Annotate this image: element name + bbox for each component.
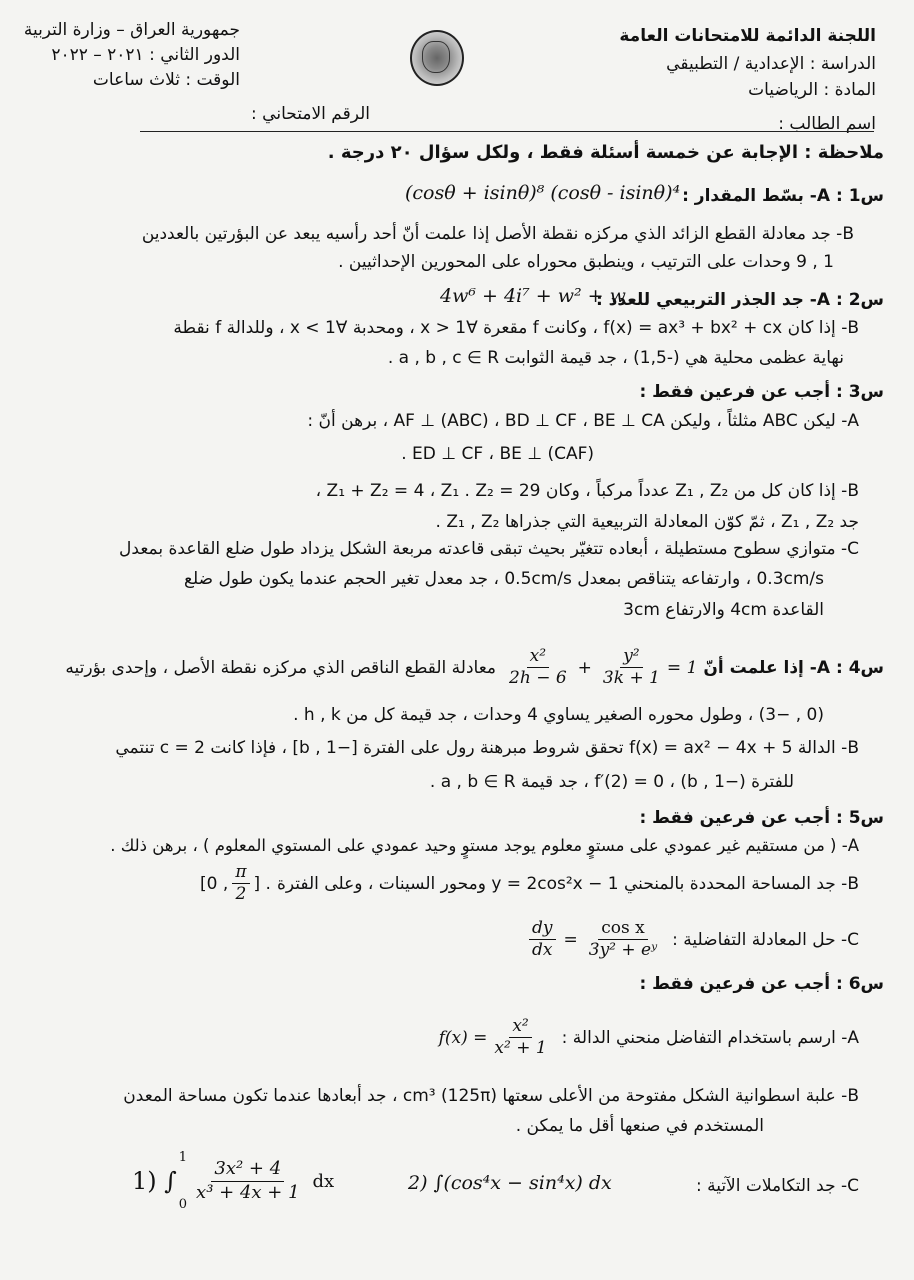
- q5-heading: س5 : أجب عن فرعين فقط :: [639, 808, 884, 828]
- q4-a-fraction-y: [600, 646, 663, 690]
- q6-b-line2: المستخدم في صنعها أقل ما يمكن .: [515, 1116, 764, 1136]
- q5-c-line: [525, 918, 859, 962]
- q3-b-line1: B- إذا كان كل من Z₁ , Z₂ عدداً مركباً ، وكان Z₁ + Z₂ = 4 ، Z₁ . Z₂ = 29 ،: [315, 481, 859, 501]
- q5-c-equation: $\frac{dy}{dx}$ = $\frac{\text{cos x}}{\text{3y² + eʸ}}$: [525, 918, 664, 962]
- q3-heading: س3 : أجب عن فرعين فقط :: [639, 382, 884, 402]
- q4-a-frac1-den: 2h − 6: [509, 668, 567, 689]
- q2-a-expression: 4w⁶ + 4i⁷ + w² + w: [440, 285, 626, 307]
- q5-c-dy: dy: [529, 918, 556, 940]
- q5-b-interval: [200, 862, 271, 906]
- q5-c-rhs-num: cos x: [598, 918, 647, 940]
- q5-b-two: 2: [235, 884, 247, 905]
- q5-c-dx: dx: [532, 940, 553, 961]
- q5-b-text: B- جد المساحة المحددة بالمنحني y = 2cos²x − 1 ومحور السينات ، وعلى الفترة: [276, 873, 859, 894]
- study-branch: الدراسة : الإعدادية / التطبيقي: [666, 54, 876, 74]
- q6-c1-upper: 1: [178, 1150, 188, 1165]
- q4-a-frac2-num: y²: [620, 646, 642, 668]
- committee-title: اللجنة الدائمة للامتحانات العامة: [619, 26, 876, 46]
- q5-c-label: C- حل المعادلة التفاضلية :: [672, 929, 859, 950]
- q6-c1-lower: 0: [178, 1197, 188, 1212]
- q5-b-pi-over-two: [232, 862, 249, 906]
- q3-c-line3: القاعدة 4cm والارتفاع 3cm: [623, 600, 824, 620]
- q4-a-line2: (0 , −3) ، وطول محوره الصغير يساوي 4 وحدات ، جد قيمة كل من h , k .: [293, 705, 824, 725]
- q4-a-fraction-x: [506, 646, 570, 690]
- ministry-seal-icon: [410, 30, 464, 86]
- q6-a-line: [439, 1016, 859, 1060]
- q2-b-line1: B- إذا كان f(x) = ax³ + bx² + cx ، وكانت f مقعرة ∀x > 1 ، ومحدبة ∀x < 1 ، وللدالة f نقطة: [173, 318, 859, 338]
- exam-number-label: الرقم الامتحاني :: [251, 104, 370, 124]
- q3-a-line1: A- ليكن ABC مثلثاً ، وليكن AF ⊥ (ABC) ، BD ⊥ CF ، BE ⊥ CA ، برهن أنّ :: [307, 411, 859, 431]
- q3-b-line2: جد Z₁ , Z₂ ، ثمّ كوّن المعادلة التربيعية التي جذراها Z₁ , Z₂ .: [435, 512, 859, 532]
- q1-a-label: س1 : A- بسّط المقدار :: [682, 186, 884, 206]
- q1-b-line2: 1 , 9 وحدات على الترتيب ، وينطبق محوراه على المحورين الإحداثيين .: [338, 252, 834, 272]
- q6-c-integral-1: [132, 1150, 334, 1212]
- q6-a-label: A- ارسم باستخدام التفاضل منحني الدالة :: [561, 1027, 859, 1048]
- q5-c-rhs-den: 3y² + eʸ: [588, 940, 658, 961]
- header-divider: [140, 131, 874, 132]
- q4-a-label-post: معادلة القطع الناقص الذي مركزه نقطة الأصل ، وإحدى بؤرتيه: [65, 657, 497, 678]
- q5-b-pi: π: [232, 862, 249, 884]
- q1-a-expression: (cosθ + isinθ)⁸ (cosθ - isinθ)⁴: [405, 182, 681, 204]
- q4-a-frac1-num: x²: [527, 646, 549, 668]
- q6-c1-dx: dx: [312, 1170, 335, 1192]
- q5-b-interval-left: [0 ,: [200, 873, 229, 894]
- q4-a-equation: $\frac{\text{x²}}{2h - 6}$ + $\frac{\text{y²}}{3k + 1}$ = 1: [502, 646, 697, 690]
- q6-c1-num: 3x² + 4: [211, 1158, 284, 1182]
- q5-b-interval-right: ] .: [253, 873, 271, 894]
- exam-time: الوقت : ثلاث ساعات: [92, 70, 240, 90]
- q6-a-fx: f(x) =: [438, 1027, 488, 1048]
- q5-c-rhs: [586, 918, 660, 962]
- q6-heading: س6 : أجب عن فرعين فقط :: [639, 974, 884, 994]
- q6-c1-den: x³ + 4x + 1: [196, 1181, 300, 1203]
- q1-b-line1: B- جد معادلة القطع الزائد الذي مركزه نقطة الأصل إذا علمت أنّ أحد رأسيه يبعد عن البؤرتين بالعددين: [141, 224, 854, 244]
- exam-note: ملاحظة : الإجابة عن خمسة أسئلة فقط ، ولكل سؤال ٢٠ درجة .: [327, 142, 884, 163]
- q2-b-line2: نهاية عظمى محلية هي (-1,5) ، جد قيمة الثوابت a , b , c ∈ R .: [387, 348, 844, 368]
- q6-a-den: x² + 1: [494, 1038, 547, 1059]
- q4-a-eq: = 1: [666, 657, 698, 678]
- q6-c-label: C- جد التكاملات الآتية :: [695, 1176, 859, 1196]
- q5-b-line: [200, 862, 859, 906]
- q4-a-frac2-den: 3k + 1: [602, 668, 660, 689]
- subject: المادة : الرياضيات: [748, 80, 876, 100]
- q4-a-label-pre: س4 : A- إذا علمت أنّ: [703, 657, 884, 678]
- q3-a-line2: ED ⊥ CF ، BE ⊥ (CAF) .: [401, 444, 594, 464]
- q4-a-line1: [65, 646, 884, 690]
- q3-c-line1: C- متوازي سطوح مستطيلة ، أبعاده تتغيّر بحيث تبقى قاعدته مربعة الشكل يزداد طول ضلع القاعدة بمعدل: [119, 539, 859, 559]
- republic-ministry: جمهورية العراق – وزارة التربية: [23, 20, 240, 40]
- q4-b-line1: B- الدالة f(x) = ax² − 4x + 5 تحقق شروط مبرهنة رول على الفترة [−1 , b] ، فإذا كانت c = 2 تنتمي: [115, 738, 859, 758]
- q6-b-line1: B- علبة اسطوانية الشكل مفتوحة من الأعلى سعتها (125π) cm³ ، جد أبعادها عندما تكون مساحة المعدن: [123, 1086, 859, 1106]
- q4-b-line2: للفترة (−1 , b) ، f′(2) = 0 ، جد قيمة a , b ∈ R .: [429, 772, 794, 792]
- q2-a-label: س2 : A- جد الجذر التربيعي للعدد :: [595, 290, 884, 310]
- q5-a-line: A- ( من مستقيم غير عمودي على مستوٍ معلوم يوجد مستوٍ وحيد عمودي على المستوي المعلوم ) ، برهن ذلك .: [110, 836, 859, 855]
- q6-c-integral-2: 2) ∫(cos⁴x − sin⁴x) dx: [408, 1172, 612, 1194]
- q3-c-line2: 0.3cm/s ، وارتفاعه يتناقص بمعدل 0.5cm/s ، جد معدل تغير الحجم عندما يكون طول ضلع: [183, 569, 824, 589]
- q5-c-dy-dx: [529, 918, 556, 962]
- exam-round: الدور الثاني : ٢٠٢١ – ٢٠٢٢: [51, 45, 240, 65]
- q6-c1-fraction: [193, 1158, 302, 1204]
- student-name-label: اسم الطالب :: [778, 114, 876, 134]
- q6-a-fraction: [491, 1016, 549, 1060]
- q6-a-function: [439, 1016, 554, 1060]
- q6-c1-limits: [179, 1150, 187, 1212]
- q6-c1-prefix: 1) ∫: [132, 1167, 177, 1195]
- q6-a-num: x²: [509, 1016, 531, 1038]
